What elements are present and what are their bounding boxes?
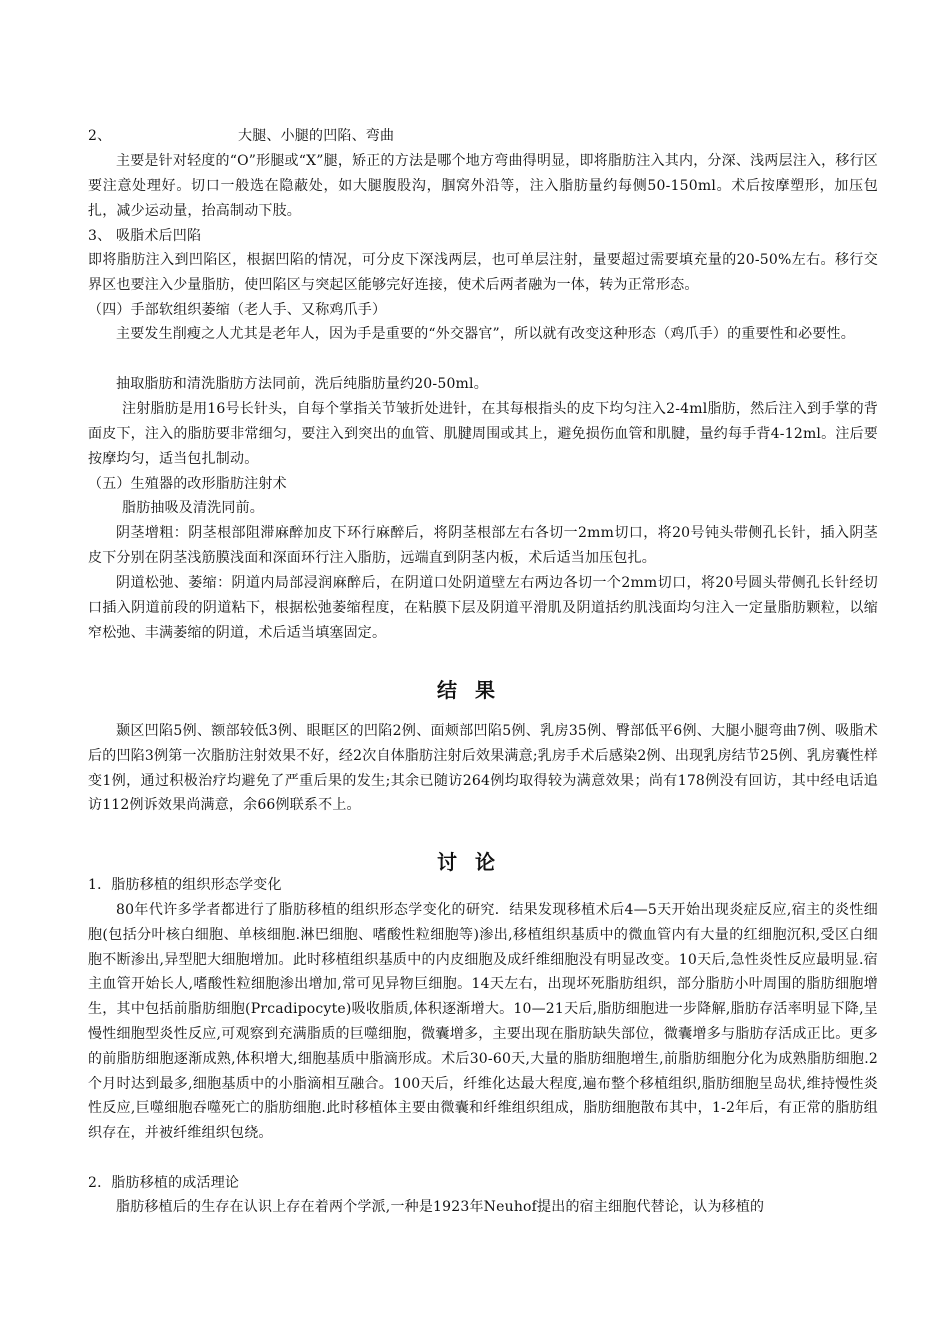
section-3-title: 3、 吸脂术后凹陷: [88, 228, 202, 244]
part-5-title: （五）生殖器的改形脂肪注射术: [88, 476, 287, 492]
discussion-subsection-2-body: 脂肪移植后的生存在认识上存在着两个学派,一种是1923年Neuhof提出的宿主细胞代替论，认为移植的: [116, 1199, 765, 1215]
part-4-paragraph-1: 主要发生削瘦之人尤其是老年人，因为手是重要的“外交器官”，所以就有改变这种形态（鸡爪手）的重要性和必要性。: [116, 326, 855, 342]
part-4-title: （四）手部软组织萎缩（老人手、又称鸡爪手）: [88, 302, 387, 318]
discussion-subsection-2-title: 2．脂肪移植的成活理论: [88, 1175, 240, 1191]
section-2-title: 大腿、小腿的凹陷、弯曲: [238, 128, 395, 144]
section-2-body: 主要是针对轻度的“O”形腿或“X”腿，矫正的方法是哪个地方弯曲得明显，即将脂肪注入其内，分深、浅两层注入，移行区要注意处理好。切口一般选在隐蔽处，如大腿腹股沟，腘窝外沿等，注入脂肪量约每侧50-150ml。术后按摩塑形，加压包扎，减少运动量，抬高制动下肢。: [88, 153, 878, 219]
part-5-paragraph-1: 脂肪抽吸及清洗同前。: [122, 500, 264, 516]
part-5-paragraph-2: 阴茎增粗：阴茎根部阻滞麻醉加皮下环行麻醉后，将阴茎根部左右各切一2mm切口，将20号钝头带侧孔长针，插入阴茎皮下分别在阴茎浅筋膜浅面和深面环行注入脂肪，远端直到阴茎内板，术后适当加压包扎。: [88, 525, 878, 566]
section-2-number: 2、: [88, 128, 112, 144]
results-body: 颞区凹陷5例、额部较低3例、眼眶区的凹陷2例、面颊部凹陷5例、乳房35例、臀部低平6例、大腿小腿弯曲7例、吸脂术后的凹陷3例第一次脂肪注射效果不好，经2次自体脂肪注射后效果满意;乳房手术后感染2例、出现乳房结节25例、乳房囊性样变1例，通过积极治疗均避免了严重后果的发生;其余已随访264例均取得较为满意效果；尚有178例没有回访，其中经电话追访112例诉效果尚满意，余66例联系不上。: [88, 723, 878, 814]
discussion-subsection-1-body: 80年代许多学者都进行了脂肪移植的组织形态学变化的研究．结果发现移植术后4—5天开始出现炎症反应,宿主的炎性细胞(包括分叶核白细胞、单核细胞.淋巴细胞、嗜酸性粒细胞等)渗出,移植组织基质中的微血管内有大量的红细胞沉积,受区白细胞不断渗出,异型肥大细胞增加。此时移植组织基质中的内皮细胞及成纤维细胞没有明显改变。10天后,急性炎性反应最明显.宿主血管开始长人,嗜酸性粒细胞渗出增加,常可见异物巨细胞。14天左右，出现坏死脂肪组织，部分脂肪小叶周围的脂肪细胞增生，其中包括前脂肪细胞(Prcadipocyte)吸收脂质,体积逐渐增大。10—21天后,脂肪细胞进一步降解,脂肪存活率明显下降,呈慢性细胞型炎性反应,可观察到充满脂质的巨噬细胞，微囊增多，主要出现在脂肪缺失部位，微囊增多与脂肪存活成正比。更多的前脂肪细胞逐渐成熟,体积增大,细胞基质中脂滴形成。术后30-60天,大量的脂肪细胞增生,前脂肪细胞分化为成熟脂肪细胞.2个月时达到最多,细胞基质中的小脂滴相互融合。100天后，纤维化达最大程度,遍布整个移植组织,脂肪细胞呈岛状,维持慢性炎性反应,巨噬细胞吞噬死亡的脂肪细胞.此时移植体主要由微囊和纤维组织组成，脂肪细胞散布其中，1-2年后，有正常的脂肪组织存在，并被纤维组织包绕。: [88, 902, 878, 1142]
part-4-paragraph-3: 注射脂肪是用16号长针头，自每个掌指关节皱折处进针，在其每根指头的皮下均匀注入2-4ml脂肪，然后注入到手掌的背面皮下，注入的脂肪要非常细匀，要注入到突出的血管、肌腱周围或其上，避免损伤血管和肌腱，量约每手背4-12ml。注后要按摩均匀，适当包扎制动。: [88, 401, 878, 467]
section-2-heading: [88, 124, 878, 149]
results-heading: 结果: [437, 678, 513, 702]
section-3-body: 即将脂肪注入到凹陷区，根据凹陷的情况，可分皮下深浅两层，也可单层注射，量要超过需要填充量的20-50%左右。移行交界区也要注入少量脂肪，使凹陷区与突起区能够完好连接，使术后两者融为一体，转为正常形态。: [88, 252, 878, 293]
discussion-subsection-1-title: 1．脂肪移植的组织形态学变化: [88, 877, 282, 893]
part-5-paragraph-3: 阴道松弛、萎缩：阴道内局部浸润麻醉后，在阴道口处阴道壁左右两边各切一个2mm切口，将20号圆头带侧孔长针经切口插入阴道前段的阴道粘下，根据松弛萎缩程度，在粘膜下层及阴道平滑肌及阴道括约肌浅面均匀注入一定量脂肪颗粒，以缩窄松弛、丰满萎缩的阴道，术后适当填塞固定。: [88, 575, 878, 641]
part-4-paragraph-2: 抽取脂肪和清洗脂肪方法同前，洗后纯脂肪量约20-50ml。: [116, 376, 488, 392]
discussion-heading: 讨论: [437, 850, 513, 874]
